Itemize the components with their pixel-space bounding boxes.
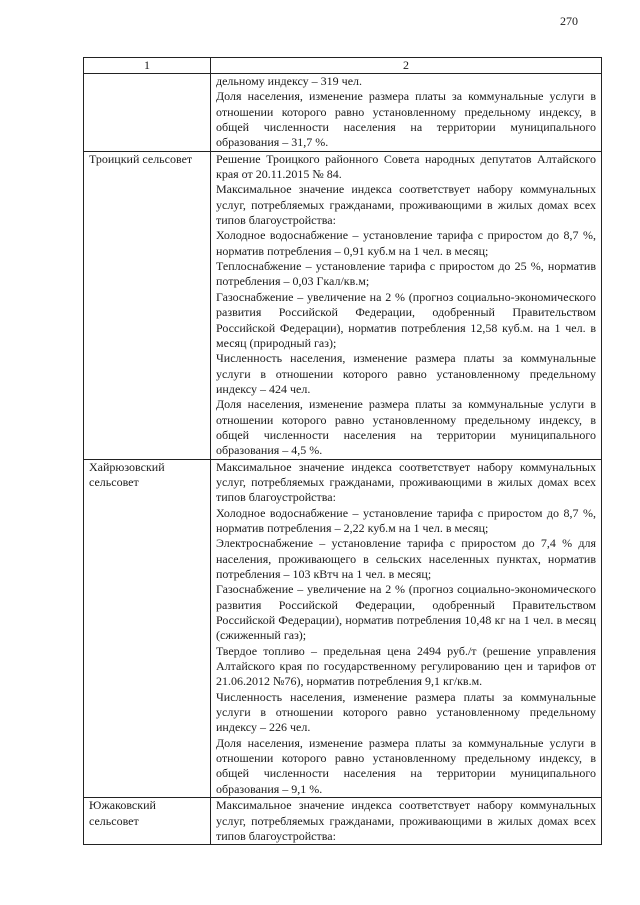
paragraph: Максимальное значение индекса соответствует набору коммунальных услуг, потребляемых гражданами, проживающими в жилых домах всех типов благоустройства: [216,182,596,228]
paragraph: Доля населения, изменение размера платы за коммунальные услуги в отношении которого равно установленному предельному индексу, в общей численности населения на территории муниципального образования – 31,7 %. [216,89,596,150]
paragraph: Решение Троицкого районного Совета народных депутатов Алтайского края от 20.11.2015 № 84. [216,151,596,182]
paragraph: Газоснабжение – увеличение на 2 % (прогноз социально-экономического развития Российской Федерации, одобренный Правительством Российской Федерации), норматив потребления 12,58 куб.м. на 1 чел. в месяц (природный газ); [216,289,596,350]
paragraph: Доля населения, изменение размера платы за коммунальные услуги в отношении которого равно установленному предельному индексу, в общей численности населения на территории муниципального образования – 9,1 %. [216,735,596,796]
municipality-name [84,74,211,152]
index-description [211,151,602,459]
paragraph: Доля населения, изменение размера платы за коммунальные услуги в отношении которого равно установленному предельному индексу, в общей численности населения на территории муниципального образования – 4,5 %. [216,397,596,458]
municipal-index-table [83,57,602,845]
index-description [211,798,602,845]
paragraph: Максимальное значение индекса соответствует набору коммунальных услуг, потребляемых гражданами, проживающими в жилых домах всех типов благоустройства: [216,459,596,505]
index-description [211,459,602,798]
paragraph: Теплоснабжение – установление тарифа с приростом до 25 %, норматив потребления – 0,03 Гкал/кв.м; [216,259,596,289]
municipality-name: Хайрюзовский сельсовет [84,459,211,798]
column-header-1: 1 [84,58,211,74]
paragraph: Электроснабжение – установление тарифа с приростом до 7,4 % для населения, проживающего в сельских населенных пунктах, норматив потребления – 103 кВтч на 1 чел. в месяц; [216,536,596,581]
table-header-row [84,58,602,74]
municipality-name: Южаковский сельсовет [84,798,211,845]
table-row [84,798,602,845]
paragraph: дельному индексу – 319 чел. [216,74,363,88]
paragraph: Холодное водоснабжение – установление тарифа с приростом до 8,7 %, норматив потребления – 0,91 куб.м на 1 чел. в месяц; [216,228,596,258]
paragraph: Максимальное значение индекса соответствует набору коммунальных услуг, потребляемых гражданами, проживающими в жилых домах всех типов благоустройства: [216,798,596,843]
paragraph: Твердое топливо – предельная цена 2494 руб./т (решение управления Алтайского края по государственному регулированию цен и тарифов от 21.06.2012 №76), норматив потребления 9,1 кг/кв.м. [216,643,596,689]
table-row [84,151,602,459]
column-header-2: 2 [211,58,602,74]
table-row [84,74,602,152]
table-row [84,459,602,798]
paragraph: Газоснабжение – увеличение на 2 % (прогноз социально-экономического развития Российской Федерации, одобренный Правительством Российской Федерации), норматив потребления 10,48 кг на 1 чел. в месяц (сжиженный газ); [216,582,596,643]
index-description [211,74,602,152]
paragraph: Холодное водоснабжение – установление тарифа с приростом до 8,7 %, норматив потребления – 2,22 куб.м на 1 чел. в месяц; [216,505,596,535]
paragraph: Численность населения, изменение размера платы за коммунальные услуги в отношении которого равно установленному предельному индексу – 226 чел. [216,689,596,735]
paragraph: Численность населения, изменение размера платы за коммунальные услуги в отношении которого равно установленному предельному индексу – 424 чел. [216,351,596,396]
page-number: 270 [560,14,578,28]
municipality-name: Троицкий сельсовет [84,151,211,459]
